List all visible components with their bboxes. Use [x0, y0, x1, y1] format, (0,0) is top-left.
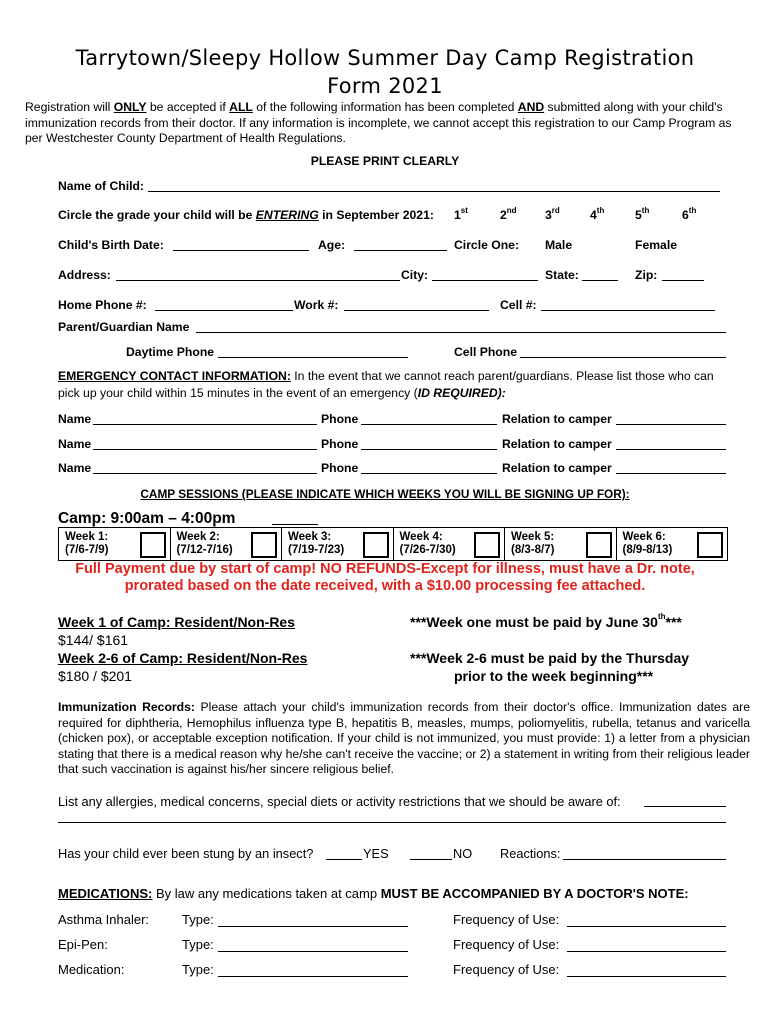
print-clearly-heading: PLEASE PRINT CLEARLY — [310, 154, 460, 168]
week26-fee-price: $180 / $201 — [58, 668, 132, 684]
insect-yes-field[interactable] — [326, 859, 362, 860]
circle-one-label: Circle One: — [454, 238, 520, 252]
emergency-name-label-1: Name — [58, 412, 92, 426]
asthma-frequency-label: Frequency of Use: — [453, 912, 560, 927]
emergency-intro-line2: pick up your child within 15 minutes in the event of an emergency (ID REQUIRED): — [58, 386, 506, 400]
camp-hours: Camp: 9:00am – 4:00pm — [58, 510, 236, 527]
week-4-cell: Week 4: (7/26-7/30) — [393, 528, 505, 560]
intro-paragraph: Registration will ONLY be accepted if ALL of the following information has been completed AND submitted along with your child's immunization records from their doctor. If any information is incomplete, we cannot accept this registration to our Camp Program as per Westchester County Department of Health Regulations. — [25, 100, 732, 145]
grade-prompt: Circle the grade your child will be ENTERING in September 2021: — [58, 208, 434, 222]
address-field[interactable] — [116, 280, 400, 281]
zip-field[interactable] — [662, 280, 704, 281]
insect-no-label: NO — [453, 846, 473, 861]
form-title-line2: Form 2021 — [327, 74, 443, 98]
emergency-relation-field-3[interactable] — [616, 473, 726, 474]
parent-cell-label: Cell Phone — [454, 345, 517, 359]
age-label: Age: — [318, 238, 346, 252]
state-label: State: — [545, 268, 579, 282]
cell-phone-label: Cell #: — [500, 298, 537, 312]
emergency-relation-field-1[interactable] — [616, 424, 726, 425]
week1-fee-price: $144/ $161 — [58, 632, 129, 648]
medication-frequency-field[interactable] — [567, 976, 726, 977]
week-6-checkbox[interactable] — [697, 532, 723, 558]
work-phone-field[interactable] — [344, 310, 489, 311]
address-label: Address: — [58, 268, 111, 282]
week-5-cell: Week 5: (8/3-8/7) — [504, 528, 616, 560]
reactions-label: Reactions: — [500, 846, 561, 861]
zip-label: Zip: — [635, 268, 658, 282]
emergency-name-field-1[interactable] — [93, 424, 317, 425]
medication-frequency-label: Frequency of Use: — [453, 962, 560, 977]
week26-deadline-line1: ***Week 2-6 must be paid by the Thursday — [410, 650, 690, 666]
parent-cell-field[interactable] — [520, 357, 726, 358]
parent-name-label: Parent/Guardian Name — [58, 320, 190, 334]
city-label: City: — [401, 268, 429, 282]
week1-fee-label: Week 1 of Camp: Resident/Non-Res — [58, 614, 296, 630]
emergency-name-field-2[interactable] — [93, 449, 317, 450]
week-3-cell: Week 3: (7/19-7/23) — [281, 528, 393, 560]
week-1-checkbox[interactable] — [140, 532, 166, 558]
emergency-relation-label-3: Relation to camper — [502, 461, 612, 475]
medication-type-field[interactable] — [218, 976, 408, 977]
asthma-frequency-field[interactable] — [567, 926, 726, 927]
epi-pen-label: Epi-Pen: — [58, 937, 108, 952]
city-field[interactable] — [432, 280, 538, 281]
epi-pen-type-field[interactable] — [218, 951, 408, 952]
home-phone-label: Home Phone #: — [58, 298, 147, 312]
emergency-name-field-3[interactable] — [93, 473, 317, 474]
camp-hours-underline — [272, 524, 318, 525]
week26-deadline-line2: prior to the week beginning*** — [454, 668, 654, 684]
epi-pen-type-label: Type: — [182, 937, 214, 952]
emergency-phone-field-3[interactable] — [361, 473, 497, 474]
week-6-cell: Week 6: (8/9-8/13) — [616, 528, 729, 560]
gender-female[interactable]: Female — [635, 238, 678, 252]
insect-question: Has your child ever been stung by an insect? — [58, 846, 314, 861]
grade-3[interactable]: 3rd — [545, 206, 560, 222]
emergency-phone-label-3: Phone — [321, 461, 359, 475]
gender-male[interactable]: Male — [545, 238, 573, 252]
birth-date-field[interactable] — [173, 250, 309, 251]
epi-pen-frequency-label: Frequency of Use: — [453, 937, 560, 952]
epi-pen-frequency-field[interactable] — [567, 951, 726, 952]
emergency-relation-field-2[interactable] — [616, 449, 726, 450]
daytime-phone-field[interactable] — [218, 357, 408, 358]
emergency-phone-label-2: Phone — [321, 437, 359, 451]
insect-yes-label: YES — [363, 846, 389, 861]
week26-fee-label: Week 2-6 of Camp: Resident/Non-Res — [58, 650, 308, 666]
allergies-field-line2[interactable] — [58, 822, 726, 823]
insect-no-field[interactable] — [410, 859, 452, 860]
grade-6[interactable]: 6th — [682, 206, 697, 222]
emergency-phone-field-2[interactable] — [361, 449, 497, 450]
medications-heading: MEDICATIONS: By law any medications taken at camp MUST BE ACCOMPANIED BY A DOCTOR'S NOTE: — [58, 886, 689, 901]
age-field[interactable] — [354, 250, 447, 251]
asthma-inhaler-label: Asthma Inhaler: — [58, 912, 150, 927]
medication-label: Medication: — [58, 962, 125, 977]
child-name-field[interactable] — [148, 191, 720, 192]
asthma-type-label: Type: — [182, 912, 214, 927]
week-4-checkbox[interactable] — [474, 532, 500, 558]
week-2-cell: Week 2: (7/12-7/16) — [170, 528, 282, 560]
asthma-type-field[interactable] — [218, 926, 408, 927]
grade-4[interactable]: 4th — [590, 206, 605, 222]
week-selection-table — [58, 527, 728, 561]
form-title-line1: Tarrytown/Sleepy Hollow Summer Day Camp Registration — [75, 46, 695, 70]
emergency-phone-label-1: Phone — [321, 412, 359, 426]
emergency-name-label-2: Name — [58, 437, 92, 451]
week-2-checkbox[interactable] — [251, 532, 277, 558]
emergency-intro-line1: EMERGENCY CONTACT INFORMATION: In the event that we cannot reach parent/guardians. Please list those who can — [58, 369, 714, 383]
emergency-phone-field-1[interactable] — [361, 424, 497, 425]
reactions-field[interactable] — [563, 859, 726, 860]
week1-deadline: ***Week one must be paid by June 30th*** — [410, 612, 682, 630]
work-phone-label: Work #: — [294, 298, 339, 312]
payment-notice-line1: Full Payment due by start of camp! NO REFUNDS-Except for illness, must have a Dr. note, — [75, 561, 695, 577]
grade-5[interactable]: 5th — [635, 206, 650, 222]
home-phone-field[interactable] — [155, 310, 293, 311]
parent-name-field[interactable] — [196, 332, 726, 333]
week-5-checkbox[interactable] — [586, 532, 612, 558]
allergies-label: List any allergies, medical concerns, special diets or activity restrictions that we should be aware of: — [58, 794, 621, 809]
medication-type-label: Type: — [182, 962, 214, 977]
allergies-field-line1[interactable] — [644, 806, 726, 807]
emergency-relation-label-2: Relation to camper — [502, 437, 612, 451]
state-field[interactable] — [582, 280, 618, 281]
emergency-name-label-3: Name — [58, 461, 92, 475]
immunization-paragraph: Immunization Records: Please attach your child's immunization records from their doctor's office. Immunization dates are required for diphtheria, Hemophilus influenza type B, hepatitis B, measles, mumps, poliomyelitis, rubella, tetanus and varicella (chicken pox), or acceptable exception notification. If your child is not immunized, you must provide: 1) a letter from a physician stating that there is a medical reason why he/she can't receive the vaccine; or 2) a statement in writing from their religious leader that such vaccination is against his/her sincere religious belief. — [58, 700, 750, 776]
daytime-phone-label: Daytime Phone — [126, 345, 215, 359]
payment-notice-line2: prorated based on the date received, with a $10.00 processing fee attached. — [124, 578, 646, 594]
grade-1[interactable]: 1st — [454, 206, 468, 222]
grade-2[interactable]: 2nd — [500, 206, 517, 222]
emergency-relation-label-1: Relation to camper — [502, 412, 612, 426]
child-name-label: Name of Child: — [58, 179, 144, 193]
week-1-cell: Week 1: (7/6-7/9) — [58, 528, 170, 560]
cell-phone-field[interactable] — [541, 310, 715, 311]
birth-date-label: Child's Birth Date: — [58, 238, 164, 252]
camp-sessions-heading: CAMP SESSIONS (PLEASE INDICATE WHICH WEEKS YOU WILL BE SIGNING UP FOR): — [140, 487, 630, 501]
week-3-checkbox[interactable] — [363, 532, 389, 558]
